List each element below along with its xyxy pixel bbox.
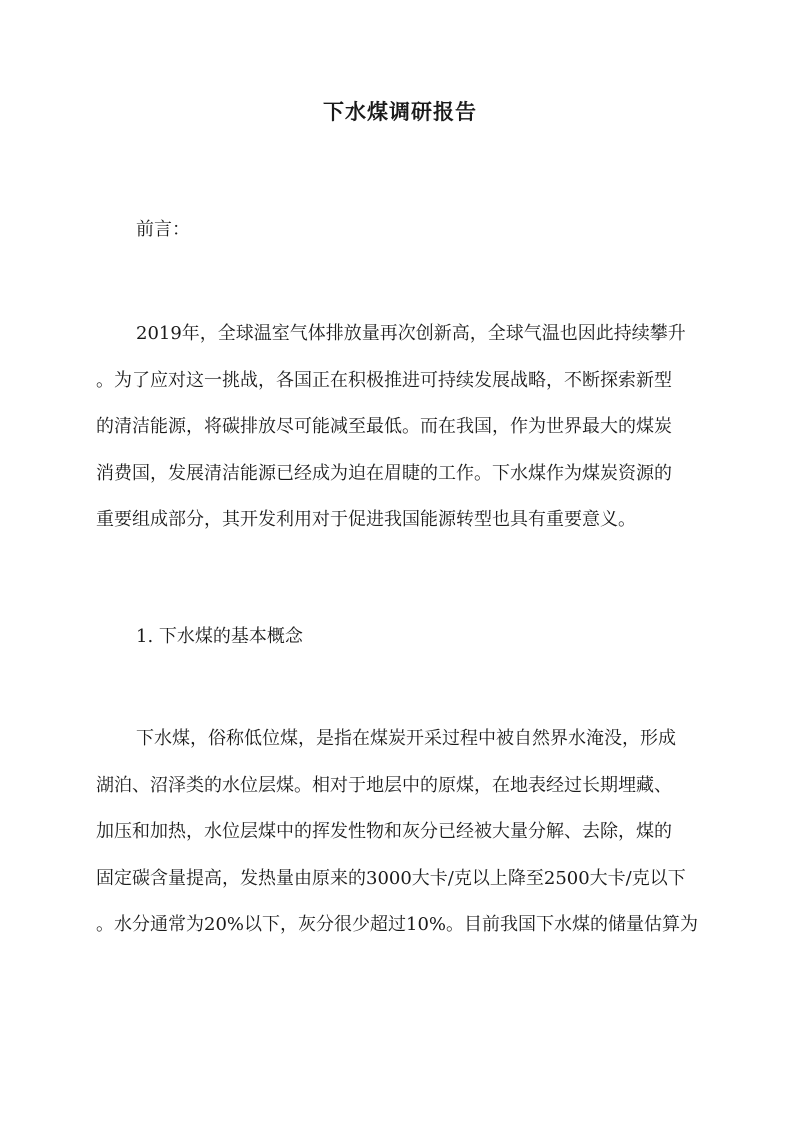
- document-title: 下水煤调研报告: [323, 99, 477, 124]
- paragraph-line: 固定碳含量提高，发热量由原来的3000大卡/克以上降至2500大卡/克以下: [96, 867, 686, 889]
- paragraph-line: 下水煤，俗称低位煤，是指在煤炭开采过程中被自然界水淹没，形成: [136, 728, 676, 749]
- preface-label: 前言：: [136, 219, 190, 240]
- section-heading-1: 1. 下水煤的基本概念: [136, 626, 303, 647]
- paragraph-line: 2019年，全球温室气体排放量再次创新高，全球气温也因此持续攀升: [136, 323, 686, 344]
- paragraph-line: 。为了应对这一挑战，各国正在积极推进可持续发展战略，不断探索新型: [96, 369, 672, 391]
- paragraph-intro: [96, 311, 712, 544]
- paragraph-line: 加压和加热，水位层煤中的挥发性物和灰分已经被大量分解、去除，煤的: [96, 821, 672, 842]
- paragraph-line: 重要组成部分，其开发利用对于促进我国能源转型也具有重要意义。: [96, 509, 636, 530]
- paragraph-line: 的清洁能源，将碳排放尽可能减至最低。而在我国，作为世界最大的煤炭: [96, 416, 672, 437]
- paragraph-line: 消费国，发展清洁能源已经成为迫在眉睫的工作。下水煤作为煤炭资源的: [96, 462, 672, 484]
- paragraph-line: 湖泊、沼泽类的水位层煤。相对于地层中的原煤，在地表经过长期埋藏、: [96, 774, 672, 796]
- paragraph-basic-concept: [96, 716, 712, 949]
- paragraph-line: 。水分通常为20%以下，灰分很少超过10%。目前我国下水煤的储量估算为: [96, 914, 699, 935]
